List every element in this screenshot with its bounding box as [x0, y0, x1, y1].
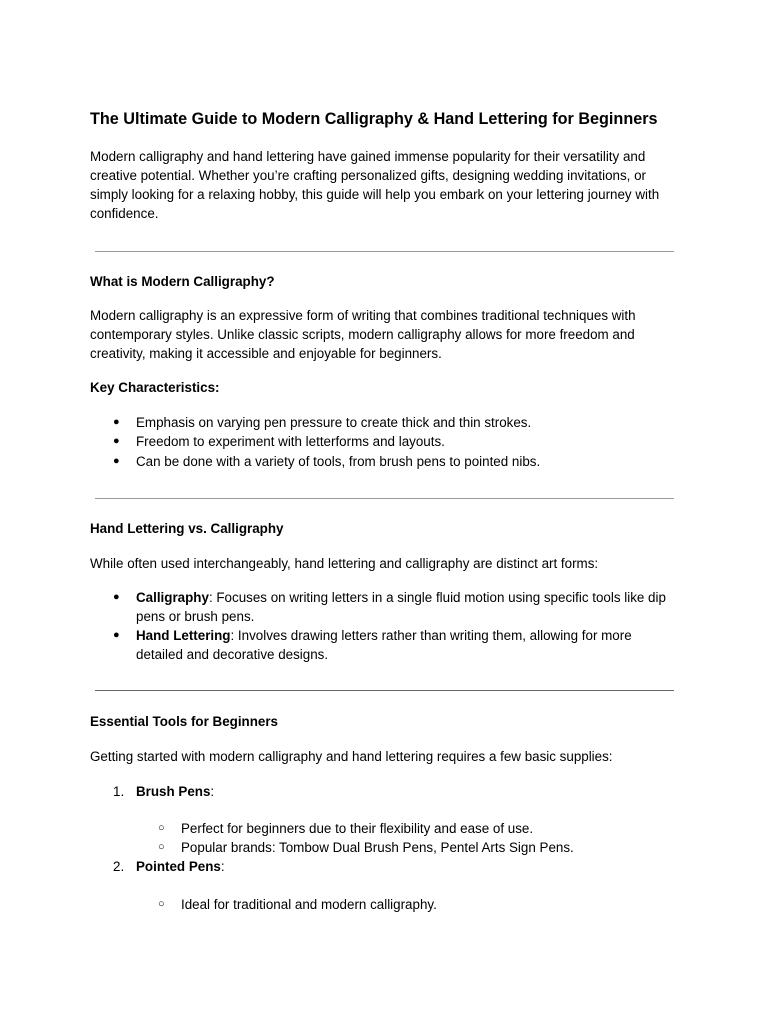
section-paragraph-lettering-vs-calligraphy: While often used interchangeably, hand lettering and calligraphy are distinct art forms: [90, 556, 599, 571]
divider-2 [95, 498, 674, 499]
page-title: The Ultimate Guide to Modern Calligraphy & Hand Lettering for Beginners [90, 110, 658, 128]
bullet-marker: ● [113, 591, 120, 603]
term-hand-lettering: Hand Lettering [136, 628, 231, 643]
list-number: 1. [113, 784, 125, 799]
list-item: Can be done with a variety of tools, from brush pens to pointed nibs. [136, 454, 541, 469]
list-item-pointed-pens [136, 857, 676, 876]
circle-marker: ○ [158, 898, 165, 910]
list-item: Freedom to experiment with letterforms and layouts. [136, 434, 445, 449]
sub-list-item: Perfect for beginners due to their flexibility and ease of use. [181, 821, 534, 836]
divider-3 [95, 690, 674, 691]
intro-paragraph: Modern calligraphy and hand lettering have gained immense popularity for their versatility and creative potential. Whether you’re crafting personalized gifts, designing wedding invitations, or simply looking for a relaxing hobby, this guide will help you embark on your lettering journey with confidence. [90, 149, 660, 221]
list-item: Emphasis on varying pen pressure to create thick and thin strokes. [136, 415, 532, 430]
term-calligraphy: Calligraphy [136, 590, 209, 605]
bullet-marker: ● [113, 416, 120, 428]
section-paragraph-essential-tools: Getting started with modern calligraphy and hand lettering requires a few basic supplies: [90, 749, 613, 764]
bullet-marker: ● [113, 629, 120, 641]
key-characteristics-heading: Key Characteristics: [90, 380, 220, 395]
divider-1 [95, 251, 674, 252]
bullet-marker: ● [113, 435, 120, 447]
section-heading-modern-calligraphy: What is Modern Calligraphy? [90, 274, 275, 289]
list-item [136, 626, 676, 664]
term-description: : Involves drawing letters rather than writing them, allowing for more detailed and decorative designs. [136, 628, 632, 662]
list-number: 2. [113, 859, 125, 874]
circle-marker: ○ [158, 822, 165, 834]
list-item [136, 588, 676, 626]
tool-name-suffix: : [210, 784, 215, 799]
section-heading-lettering-vs-calligraphy: Hand Lettering vs. Calligraphy [90, 521, 284, 536]
circle-marker: ○ [158, 841, 165, 853]
section-paragraph-modern-calligraphy: Modern calligraphy is an expressive form of writing that combines traditional techniques with contemporary styles. Unlike classic scripts, modern calligraphy allows for more freedom and creativity, making it accessible and enjoyable for beginners. [90, 308, 636, 361]
list-item-brush-pens [136, 782, 676, 801]
term-description: : Focuses on writing letters in a single fluid motion using specific tools like dip pens or brush pens. [136, 590, 666, 624]
tool-name-suffix: : [220, 859, 225, 874]
bullet-marker: ● [113, 455, 120, 467]
tool-name: Brush Pens [136, 784, 211, 799]
sub-list-item: Popular brands: Tombow Dual Brush Pens, Pentel Arts Sign Pens. [181, 840, 574, 855]
tool-name: Pointed Pens [136, 859, 221, 874]
section-heading-essential-tools: Essential Tools for Beginners [90, 714, 279, 729]
sub-list-item: Ideal for traditional and modern calligraphy. [181, 897, 437, 912]
